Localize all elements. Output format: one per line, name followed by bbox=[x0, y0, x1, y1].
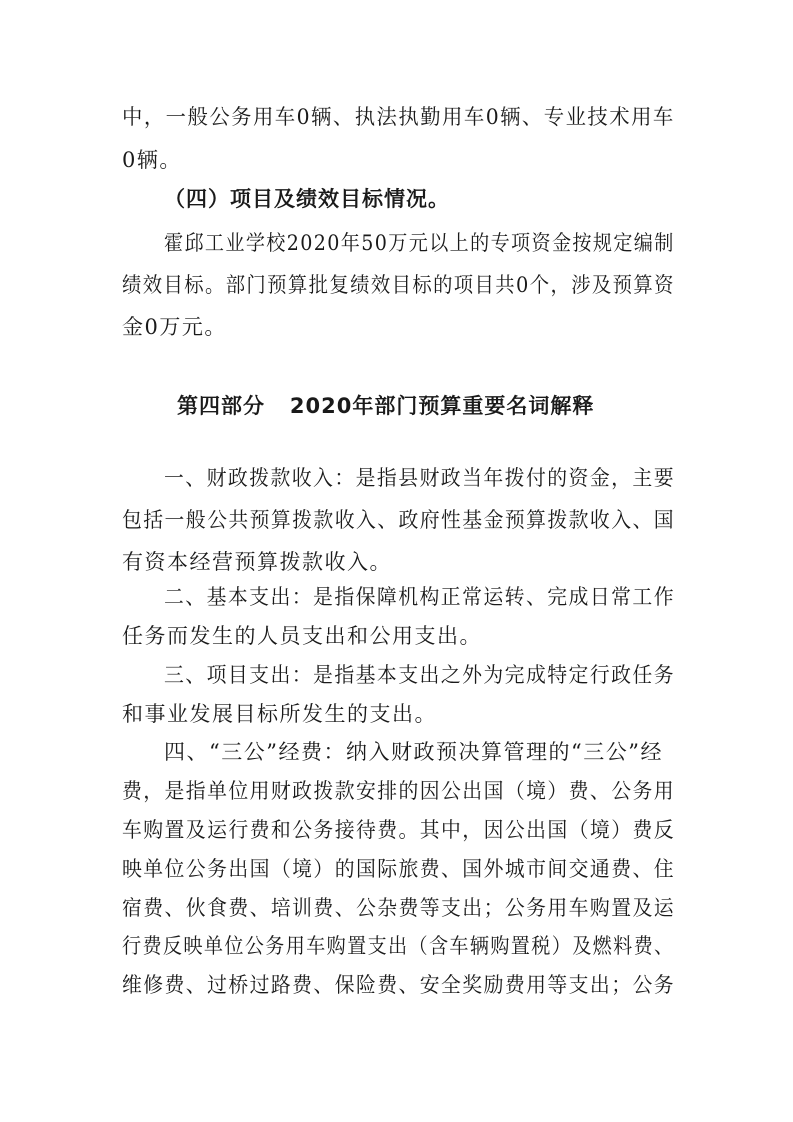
text-line: 有资本经营预算拨款收入。 bbox=[122, 550, 392, 574]
text-line: 包括一般公共预算拨款收入、政府性基金预算拨款收入、国 bbox=[122, 508, 676, 532]
text-line: 四、“三公”经费：纳入财政预决算管理的“三公”经 bbox=[164, 740, 663, 764]
part-heading: 第四部分 2020年部门预算重要名词解释 bbox=[177, 394, 595, 418]
text-line: 绩效目标。部门预算批复绩效目标的项目共0个，涉及预算资 bbox=[122, 273, 675, 297]
text-line: 霍邱工业学校2020年50万元以上的专项资金按规定编制 bbox=[164, 231, 675, 255]
text-line: 和事业发展目标所发生的支出。 bbox=[122, 702, 437, 726]
text-line: 任务而发生的人员支出和公用支出。 bbox=[122, 624, 482, 648]
text-line: 行费反映单位公务用车购置支出（含车辆购置税）及燃料费、 bbox=[122, 934, 675, 958]
text-line: 0辆。 bbox=[122, 148, 182, 172]
text-line: 二、基本支出：是指保障机构正常运转、完成日常工作 bbox=[164, 585, 676, 609]
text-line: 一、财政拨款收入：是指县财政当年拨付的资金，主要 bbox=[164, 466, 676, 490]
text-line: 车购置及运行费和公务接待费。其中，因公出国（境）费反 bbox=[122, 818, 676, 842]
text-line: 费，是指单位用财政拨款安排的因公出国（境）费、公务用 bbox=[122, 779, 676, 803]
text-line: 中，一般公务用车0辆、执法执勤用车0辆、专业技术用车 bbox=[122, 105, 675, 129]
text-line: 三、项目支出：是指基本支出之外为完成特定行政任务 bbox=[164, 663, 676, 687]
text-line: 宿费、伙食费、培训费、公杂费等支出；公务用车购置及运 bbox=[122, 896, 676, 920]
section-subheading: （四）项目及绩效目标情况。 bbox=[164, 187, 450, 211]
text-line: 金0万元。 bbox=[122, 315, 227, 339]
text-line: 映单位公务出国（境）的国际旅费、国外城市间交通费、住 bbox=[122, 857, 676, 881]
text-line: 维修费、过桥过路费、保险费、安全奖励费用等支出；公务 bbox=[122, 973, 676, 997]
